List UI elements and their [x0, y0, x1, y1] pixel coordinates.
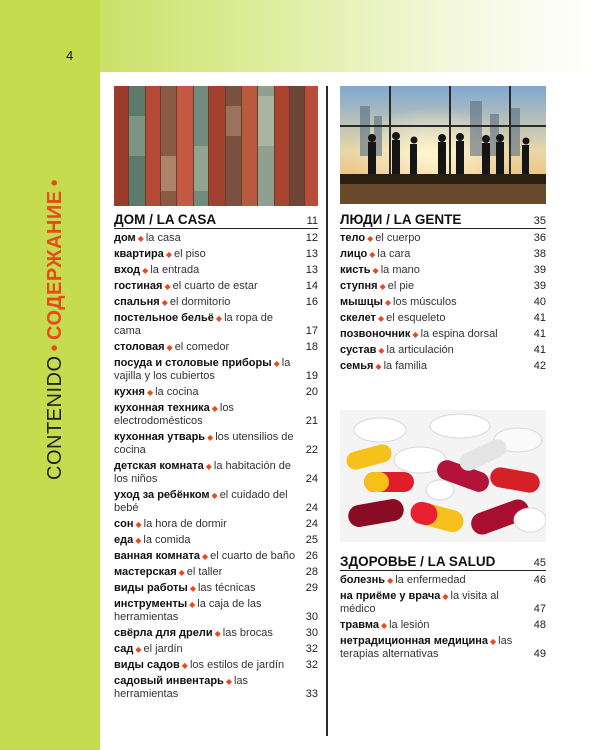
toc-entry-es: la ropa de cama	[114, 312, 274, 337]
toc-entry-ru: кисть	[340, 264, 371, 276]
toc-entry-text	[114, 659, 302, 672]
toc-entry-text	[340, 344, 530, 357]
toc-entry-ru: ступня	[340, 280, 378, 292]
toc-entry-es: la hora de dormir	[143, 518, 227, 530]
toc-entry-es: los electrodomésticos	[114, 402, 234, 427]
toc-entry-ru: сад	[114, 643, 134, 655]
toc-entry	[114, 643, 318, 656]
toc-entry-ru: вход	[114, 264, 141, 276]
toc-entry-ru: семья	[340, 360, 374, 372]
toc-entry-ru: кухонная техника	[114, 402, 210, 414]
toc-entry-text	[114, 643, 302, 656]
toc-entry-ru: гостиная	[114, 280, 163, 292]
toc-entry-text	[114, 582, 302, 595]
toc-entry-es: la caja de las herramientas	[114, 598, 262, 623]
toc-entry-text	[114, 357, 302, 383]
diamond-bullet-icon: ◆	[135, 520, 142, 529]
toc-entry	[340, 360, 546, 373]
diamond-bullet-icon: ◆	[379, 282, 386, 291]
toc-entry-es: la familia	[383, 360, 427, 372]
diamond-bullet-icon: ◆	[189, 584, 196, 593]
toc-entry-page: 24	[305, 502, 318, 514]
toc-entry-page: 41	[533, 344, 546, 356]
toc-entry-page: 29	[305, 582, 318, 594]
toc-entry-es: el taller	[186, 566, 223, 578]
contents-title-es: CONTENIDO	[44, 355, 66, 480]
toc-entry-page: 24	[305, 518, 318, 530]
toc-entry-es: el cuarto de estar	[172, 280, 258, 292]
toc-entry	[114, 582, 318, 595]
toc-entry-es: los músculos	[393, 296, 457, 308]
toc-entry-text	[340, 574, 530, 587]
toc-entry-es: los utensilios de cocina	[114, 431, 294, 456]
toc-entry-es: la casa	[145, 232, 181, 244]
toc-entry-ru: детская комната	[114, 460, 204, 472]
contents-title-ru: СОДЕРЖАНИЕ	[44, 190, 66, 340]
toc-entry-text	[114, 550, 302, 563]
toc-entry-es: la comida	[143, 534, 191, 546]
toc-entry-text	[114, 534, 302, 547]
toc-entry	[114, 659, 318, 672]
toc-entry-ru: виды садов	[114, 659, 180, 671]
toc-entry-ru: нетрадиционная медицина	[340, 635, 488, 647]
toc-entry-text	[114, 518, 302, 531]
toc-entry-page: 40	[533, 296, 546, 308]
toc-entry-page: 30	[305, 611, 318, 623]
toc-entry	[114, 460, 318, 486]
toc-entry-page: 39	[533, 264, 546, 276]
toc-entry-ru: болезнь	[340, 574, 386, 586]
toc-entry-es: la lesión	[389, 619, 430, 631]
toc-entry-ru: столовая	[114, 341, 165, 353]
toc-entry-ru: мастерская	[114, 566, 177, 578]
toc-entry-ru: дом	[114, 232, 136, 244]
toc-entry-es: las brocas	[222, 627, 273, 639]
contents-section-health	[340, 554, 546, 664]
toc-entry-es: la articulación	[386, 344, 454, 356]
diamond-bullet-icon: ◆	[412, 330, 419, 339]
toc-entry-page: 47	[533, 603, 546, 615]
toc-entry-page: 46	[533, 574, 546, 586]
toc-entry-ru: виды работы	[114, 582, 188, 594]
toc-entry-page: 17	[305, 325, 318, 337]
section-page: 35	[533, 215, 546, 227]
toc-entry-es: los estilos de jardín	[189, 659, 285, 671]
section-header	[340, 212, 546, 229]
toc-entry-text	[114, 675, 302, 701]
diamond-bullet-icon: ◆	[215, 314, 223, 323]
toc-entry-text	[114, 431, 302, 457]
diamond-bullet-icon: ◆	[164, 282, 171, 291]
diamond-bullet-icon: ◆	[189, 600, 196, 609]
toc-entry-page: 48	[533, 619, 546, 631]
toc-entry-ru: квартира	[114, 248, 164, 260]
toc-entry	[340, 280, 546, 293]
toc-entry-ru: посуда и столовые приборы	[114, 357, 272, 369]
toc-entry-page: 42	[533, 360, 546, 372]
toc-entry-text	[114, 248, 302, 261]
toc-entry-ru: тело	[340, 232, 366, 244]
toc-entry	[340, 574, 546, 587]
toc-entry-text	[340, 590, 530, 616]
toc-entry-ru: сустав	[340, 344, 377, 356]
diamond-bullet-icon: ◆	[142, 266, 149, 275]
toc-entry-es: el pie	[387, 280, 415, 292]
contents-section-people	[340, 212, 546, 376]
wood-planks-image	[114, 86, 318, 206]
toc-entry-es: la mano	[380, 264, 420, 276]
toc-entry-page: 38	[533, 248, 546, 260]
toc-entry-page: 41	[533, 312, 546, 324]
diamond-bullet-icon: ◆	[387, 576, 394, 585]
title-separator: •	[44, 343, 66, 352]
section-page: 45	[533, 557, 546, 569]
toc-entry	[340, 590, 546, 616]
toc-entry-text	[340, 248, 530, 261]
toc-entry-es: las técnicas	[197, 582, 256, 594]
toc-entry-ru: мышцы	[340, 296, 383, 308]
toc-entry-page: 16	[305, 296, 318, 308]
toc-entry	[114, 357, 318, 383]
toc-entry	[114, 550, 318, 563]
toc-entry-ru: лицо	[340, 248, 368, 260]
toc-entry	[114, 386, 318, 399]
toc-entry-page: 28	[305, 566, 318, 578]
entry-list	[340, 232, 546, 373]
toc-entry-ru: садовый инвентарь	[114, 675, 224, 687]
toc-entry-page: 41	[533, 328, 546, 340]
toc-entry-es: la vajilla y los cubiertos	[114, 357, 291, 382]
toc-entry	[114, 341, 318, 354]
diamond-bullet-icon: ◆	[181, 661, 188, 670]
toc-entry-text	[114, 402, 302, 428]
toc-entry-text	[114, 489, 302, 515]
toc-entry	[340, 264, 546, 277]
toc-entry-text	[340, 312, 530, 325]
diamond-bullet-icon: ◆	[207, 433, 214, 442]
pills-capsules-image	[340, 410, 546, 542]
toc-entry-ru: свёрла для дрели	[114, 627, 213, 639]
toc-entry	[114, 248, 318, 261]
toc-entry-es: la cocina	[155, 386, 199, 398]
toc-entry-text	[340, 619, 530, 632]
toc-entry-es: el piso	[173, 248, 206, 260]
toc-entry-ru: спальня	[114, 296, 160, 308]
diamond-bullet-icon: ◆	[442, 592, 449, 601]
toc-entry-page: 13	[305, 248, 318, 260]
diamond-bullet-icon: ◆	[490, 637, 497, 646]
toc-entry-ru: еда	[114, 534, 134, 546]
diamond-bullet-icon: ◆	[211, 491, 218, 500]
diamond-bullet-icon: ◆	[378, 346, 385, 355]
toc-entry-es: la cara	[377, 248, 411, 260]
toc-entry-text	[340, 296, 530, 309]
toc-entry	[114, 431, 318, 457]
diamond-bullet-icon: ◆	[137, 234, 144, 243]
toc-entry-text	[114, 598, 302, 624]
diamond-bullet-icon: ◆	[135, 536, 142, 545]
toc-entry-page: 13	[305, 264, 318, 276]
toc-entry-ru: уход за ребёнком	[114, 489, 210, 501]
toc-entry	[114, 518, 318, 531]
toc-entry	[114, 280, 318, 293]
diamond-bullet-icon: ◆	[273, 359, 280, 368]
toc-entry-page: 30	[305, 627, 318, 639]
toc-entry-text	[340, 360, 530, 373]
toc-entry-es: el dormitorio	[169, 296, 231, 308]
diamond-bullet-icon: ◆	[135, 645, 142, 654]
toc-entry-ru: ванная комната	[114, 550, 200, 562]
toc-entry-page: 32	[305, 643, 318, 655]
toc-entry-text	[114, 312, 302, 338]
toc-entry-page: 12	[305, 232, 318, 244]
toc-entry-es: el jardín	[143, 643, 183, 655]
diamond-bullet-icon: ◆	[166, 343, 173, 352]
toc-entry-ru: кухонная утварь	[114, 431, 206, 443]
diamond-bullet-icon: ◆	[372, 266, 379, 275]
toc-entry	[114, 296, 318, 309]
toc-entry	[114, 598, 318, 624]
diamond-bullet-icon: ◆	[369, 250, 376, 259]
section-page: 11	[306, 215, 318, 227]
diamond-bullet-icon: ◆	[161, 298, 168, 307]
diamond-bullet-icon: ◆	[367, 234, 374, 243]
toc-entry	[114, 402, 318, 428]
toc-entry-text	[114, 341, 302, 354]
toc-entry-text	[114, 280, 302, 293]
toc-entry-es: la enfermedad	[395, 574, 466, 586]
toc-entry-text	[340, 328, 530, 341]
diamond-bullet-icon: ◆	[211, 404, 218, 413]
toc-entry	[114, 489, 318, 515]
toc-entry-text	[114, 264, 302, 277]
toc-entry	[114, 232, 318, 245]
toc-entry-es: la visita al médico	[340, 590, 499, 615]
toc-entry-page: 25	[305, 534, 318, 546]
diamond-bullet-icon: ◆	[165, 250, 172, 259]
toc-entry-es: el esqueleto	[386, 312, 446, 324]
toc-entry	[340, 296, 546, 309]
diamond-bullet-icon: ◆	[225, 677, 232, 686]
toc-entry	[340, 232, 546, 245]
diamond-bullet-icon: ◆	[380, 621, 388, 630]
entry-list	[340, 574, 546, 661]
diamond-bullet-icon: ◆	[146, 388, 154, 397]
toc-entry-text	[114, 386, 302, 399]
toc-entry-ru: кухня	[114, 386, 145, 398]
toc-entry	[114, 627, 318, 640]
toc-entry-ru: инструменты	[114, 598, 188, 610]
toc-entry-page: 36	[533, 232, 546, 244]
diamond-bullet-icon: ◆	[201, 552, 209, 561]
toc-entry	[340, 328, 546, 341]
page-number: 4	[66, 48, 74, 63]
toc-entry-text	[114, 296, 302, 309]
diamond-bullet-icon: ◆	[384, 298, 392, 307]
toc-entry-text	[340, 232, 530, 245]
diamond-bullet-icon: ◆	[214, 629, 221, 638]
title-separator-end: •	[44, 178, 66, 187]
diamond-bullet-icon: ◆	[377, 314, 385, 323]
toc-entry-page: 39	[533, 280, 546, 292]
toc-entry-page: 14	[305, 280, 318, 292]
toc-entry	[114, 566, 318, 579]
toc-entry-text	[340, 635, 530, 661]
toc-entry	[340, 619, 546, 632]
toc-entry-es: el cuerpo	[375, 232, 421, 244]
toc-entry-ru: сон	[114, 518, 134, 530]
toc-entry	[340, 312, 546, 325]
toc-entry-text	[114, 627, 302, 640]
toc-entry-text	[340, 280, 530, 293]
toc-entry-page: 21	[305, 415, 318, 427]
toc-entry-es: las herramientas	[114, 675, 249, 700]
toc-entry-text	[114, 460, 302, 486]
section-title: ЛЮДИ / LA GENTE	[340, 212, 462, 227]
toc-entry-ru: на приёме у врача	[340, 590, 441, 602]
toc-entry-page: 20	[305, 386, 318, 398]
diamond-bullet-icon: ◆	[205, 462, 212, 471]
toc-entry-ru: скелет	[340, 312, 376, 324]
section-title: ДОМ / LA CASA	[114, 212, 217, 227]
toc-entry-page: 49	[533, 648, 546, 660]
toc-entry-es: la habitación de los niños	[114, 460, 291, 485]
toc-entry-es: el cuidado del bebé	[114, 489, 288, 514]
toc-entry-es: el cuarto de baño	[210, 550, 296, 562]
toc-entry-ru: травма	[340, 619, 379, 631]
toc-entry	[340, 248, 546, 261]
toc-entry-page: 33	[305, 688, 318, 700]
toc-entry-page: 26	[305, 550, 318, 562]
section-header	[114, 212, 318, 229]
toc-entry-es: el comedor	[174, 341, 230, 353]
toc-entry-ru: постельное бельё	[114, 312, 214, 324]
toc-entry	[340, 635, 546, 661]
column-divider	[326, 86, 328, 736]
toc-entry-page: 32	[305, 659, 318, 671]
toc-entry-text	[340, 264, 530, 277]
toc-entry	[340, 344, 546, 357]
entry-list	[114, 232, 318, 701]
toc-entry-text	[114, 566, 302, 579]
contents-section-home	[114, 212, 318, 704]
toc-entry-text	[114, 232, 302, 245]
diamond-bullet-icon: ◆	[375, 362, 382, 371]
section-title: ЗДОРОВЬЕ / LA SALUD	[340, 554, 496, 569]
toc-entry	[114, 675, 318, 701]
toc-entry	[114, 264, 318, 277]
diamond-bullet-icon: ◆	[178, 568, 185, 577]
section-header	[340, 554, 546, 571]
toc-entry-es: la espina dorsal	[420, 328, 498, 340]
toc-entry-es: las terapias alternativas	[340, 635, 513, 660]
toc-entry-page: 19	[305, 370, 318, 382]
toc-entry	[114, 534, 318, 547]
business-people-image	[340, 86, 546, 204]
toc-entry-es: la entrada	[150, 264, 200, 276]
contents-vertical-title	[44, 178, 68, 480]
toc-entry	[114, 312, 318, 338]
toc-entry-ru: позвоночник	[340, 328, 411, 340]
toc-entry-page: 24	[305, 473, 318, 485]
toc-entry-page: 22	[305, 444, 318, 456]
toc-entry-page: 18	[305, 341, 318, 353]
